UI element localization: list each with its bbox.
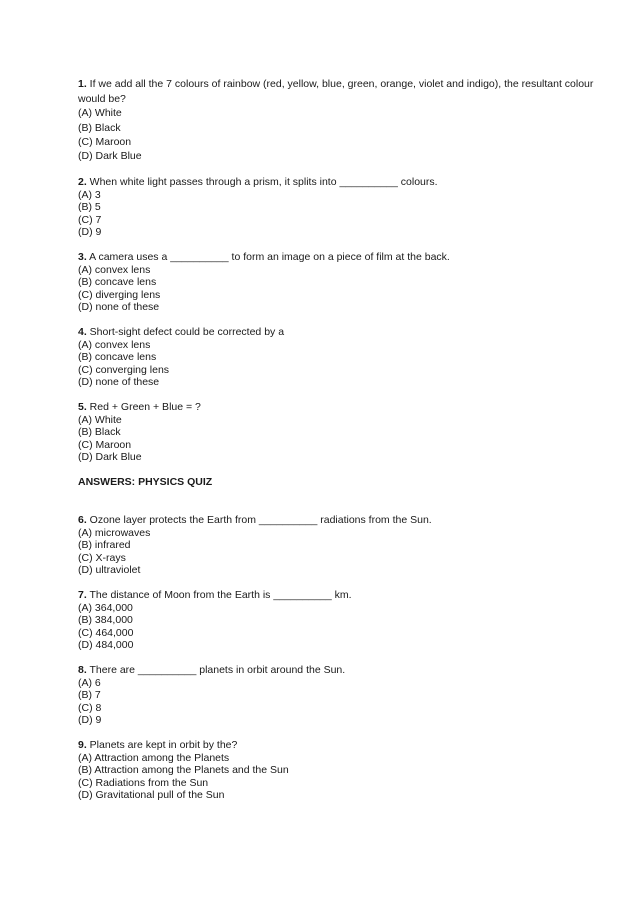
question-stem: Planets are kept in orbit by the? xyxy=(86,739,238,751)
option-b: (B) Black xyxy=(78,121,121,134)
option-a: (A) convex lens xyxy=(78,338,151,351)
answers-heading: ANSWERS: PHYSICS QUIZ xyxy=(78,476,213,488)
option-c: (C) X-rays xyxy=(78,551,126,564)
question-number: 1. xyxy=(78,78,87,90)
option-b: (B) Black xyxy=(78,426,121,439)
option-list xyxy=(78,752,618,802)
option-d: (D) ultraviolet xyxy=(78,564,141,577)
option-d: (D) none of these xyxy=(78,301,160,314)
question-number: 9. xyxy=(78,739,87,751)
question-5 xyxy=(78,401,618,464)
option-d: (D) Gravitational pull of the Sun xyxy=(78,789,225,802)
question-number: 8. xyxy=(78,664,87,676)
option-list xyxy=(78,527,618,577)
question-9 xyxy=(78,739,618,802)
option-c: (C) Maroon xyxy=(78,438,132,451)
question-stem: There are __________ planets in orbit around the Sun. xyxy=(86,664,346,676)
question-text xyxy=(78,514,618,527)
question-text xyxy=(78,664,618,677)
option-b: (B) concave lens xyxy=(78,351,157,364)
option-list xyxy=(78,339,618,389)
question-stem: Short-sight defect could be corrected by a xyxy=(86,326,285,338)
option-c: (C) Radiations from the Sun xyxy=(78,776,209,789)
question-stem: A camera uses a __________ to form an image on a piece of film at the back. xyxy=(86,251,450,263)
question-text xyxy=(78,251,618,264)
question-text xyxy=(78,401,618,414)
option-a: (A) White xyxy=(78,413,122,426)
option-a: (A) convex lens xyxy=(78,263,151,276)
question-7 xyxy=(78,589,618,652)
option-b: (B) Attraction among the Planets and the Sun xyxy=(78,764,289,777)
option-a: (A) White xyxy=(78,107,122,120)
option-a: (A) microwaves xyxy=(78,526,151,539)
question-text xyxy=(78,176,618,189)
question-text xyxy=(78,326,618,339)
option-d: (D) 9 xyxy=(78,226,102,239)
question-text xyxy=(78,589,618,602)
option-a: (A) 3 xyxy=(78,188,101,201)
option-d: (D) Dark Blue xyxy=(78,150,142,163)
option-b: (B) infrared xyxy=(78,539,131,552)
option-d: (D) none of these xyxy=(78,376,160,389)
question-4 xyxy=(78,326,618,389)
option-c: (C) 8 xyxy=(78,701,102,714)
option-list xyxy=(78,414,618,464)
option-c: (C) Maroon xyxy=(78,136,132,148)
option-list xyxy=(78,189,618,239)
option-a: (A) Attraction among the Planets xyxy=(78,751,230,764)
question-stem: When white light passes through a prism, it splits into __________ colours. xyxy=(86,176,438,188)
question-number: 7. xyxy=(78,589,87,601)
option-a: (A) 6 xyxy=(78,676,101,689)
question-stem: Red + Green + Blue = ? xyxy=(86,401,201,413)
option-c: (C) converging lens xyxy=(78,363,170,376)
option-list xyxy=(78,677,618,727)
question-number: 5. xyxy=(78,401,87,413)
option-d: (D) Dark Blue xyxy=(78,451,142,464)
question-6 xyxy=(78,514,618,577)
question-2 xyxy=(78,176,618,239)
question-1 xyxy=(78,77,618,164)
option-b: (B) 5 xyxy=(78,201,101,214)
option-b: (B) concave lens xyxy=(78,276,157,289)
question-8 xyxy=(78,664,618,727)
option-c: (C) 7 xyxy=(78,213,102,226)
option-list xyxy=(78,264,618,314)
question-stem: Ozone layer protects the Earth from __________ radiations from the Sun. xyxy=(86,514,432,526)
option-a: (A) 364,000 xyxy=(78,601,133,614)
quiz-document xyxy=(78,0,618,902)
question-number: 2. xyxy=(78,176,87,188)
question-stem: The distance of Moon from the Earth is __________ km. xyxy=(86,589,352,601)
question-number: 3. xyxy=(78,251,87,263)
option-c: (C) 464,000 xyxy=(78,626,134,639)
option-list xyxy=(78,602,618,652)
option-d: (D) 9 xyxy=(78,714,102,727)
option-d: (D) 484,000 xyxy=(78,639,134,652)
question-text xyxy=(78,739,618,752)
option-list xyxy=(78,106,618,164)
question-text xyxy=(78,77,618,106)
option-c: (C) diverging lens xyxy=(78,288,161,301)
question-number: 4. xyxy=(78,326,87,338)
question-3 xyxy=(78,251,618,314)
option-b: (B) 384,000 xyxy=(78,614,133,627)
option-b: (B) 7 xyxy=(78,689,101,702)
question-number: 6. xyxy=(78,514,87,526)
question-stem: If we add all the 7 colours of rainbow (red, yellow, blue, green, orange, violet and indigo), the resultant colour would be? xyxy=(78,78,594,105)
